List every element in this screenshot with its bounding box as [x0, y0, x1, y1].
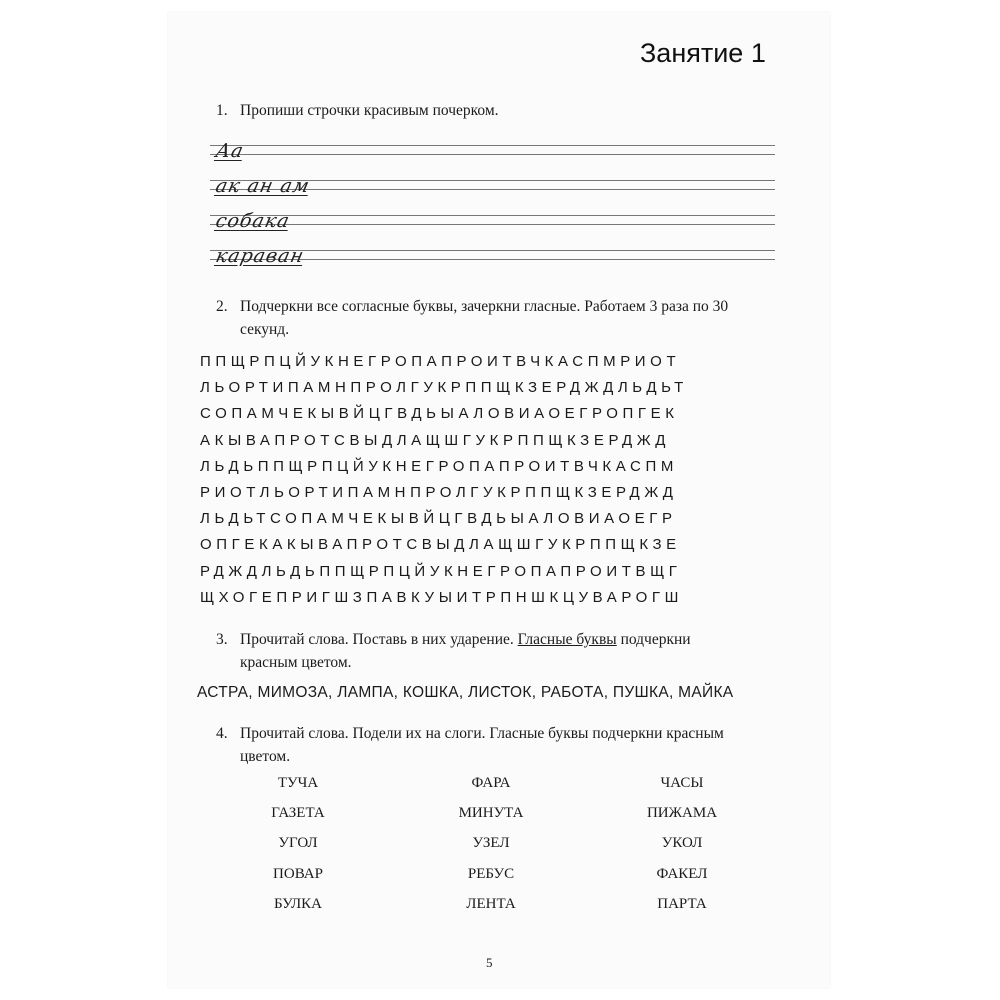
- letter-row: СОПАМЧЕКЫВЙЦГВДЬЫАЛОВИАОЕГРОПГЕК: [200, 405, 679, 423]
- word: ЛЕНТА: [466, 895, 516, 912]
- word: ПИЖАМА: [646, 805, 718, 822]
- word-column-1: [228, 768, 368, 919]
- letter-row: ОПГЕКАКЫВАПРОТСВЫДЛАЩШГУКРППЩКЗЕ: [200, 536, 681, 554]
- letter-row: РДЖДЛЬДЬППЩРПЦЙУКНЕГРОПАПРОИТВЩГ: [200, 562, 682, 580]
- page-number: 5: [486, 955, 493, 970]
- task-text: Прочитай слова. Подели их на слоги. Гласные буквы подчеркни красным: [240, 725, 724, 742]
- letter-row: ППЩРПЦЙУКНЕГРОПАПРОИТВЧКАСПМРИОТ: [200, 353, 681, 370]
- handwriting-sample: караван: [213, 245, 307, 267]
- word-column-3: [612, 768, 752, 919]
- task-number: 2.: [216, 298, 228, 315]
- letter-row: ЩХОГЕПРИГШЗПАВКУЫИТРПНШКЦУВАРОГШ: [200, 588, 683, 606]
- word: ЧАСЫ: [660, 775, 704, 791]
- word: ПОВАР: [273, 865, 323, 882]
- word: УГОЛ: [278, 835, 318, 852]
- task-text: подчеркни: [616, 631, 691, 648]
- word: ПАРТА: [657, 895, 707, 912]
- task-4-instruction: [216, 722, 806, 768]
- task-text-continued: секунд.: [240, 321, 290, 338]
- word-list: АСТРА, МИМОЗА, ЛАМПА, КОШКА, ЛИСТОК, РАБОТА, ПУШКА, МАЙКА: [197, 684, 734, 701]
- letter-grid: [200, 349, 800, 611]
- word: БУЛКА: [273, 895, 323, 912]
- letter-row: АКЫВАПРОТСВЫДЛАЩШГУКРППЩКЗЕРДЖД: [200, 431, 671, 449]
- writing-line: [210, 145, 775, 157]
- word: ТУЧА: [277, 775, 319, 791]
- task-text: Подчеркни все согласные буквы, зачеркни гласные. Работаем 3 раза по 30: [240, 298, 729, 315]
- letter-row: ЛЬДЬППЩРПЦЙУКНЕГРОПАПРОИТВЧКАСПМ: [200, 457, 678, 475]
- handwriting-sample: ак ан ам: [213, 175, 313, 197]
- word: РЕБУС: [467, 865, 515, 882]
- task-text-underlined: Гласные буквы: [517, 631, 617, 648]
- task-1-instruction: [216, 99, 806, 122]
- word: ГАЗЕТА: [271, 805, 325, 822]
- word: ФАКЕЛ: [656, 865, 708, 882]
- word-column-2: [421, 768, 561, 919]
- task-text-continued: цветом.: [240, 748, 291, 765]
- task-text: Пропиши строчки красивым почерком.: [240, 102, 499, 119]
- word: ФАРА: [471, 775, 511, 791]
- handwriting-sample: Аа: [213, 140, 247, 162]
- word: УКОЛ: [661, 835, 703, 852]
- task-text: Прочитай слова. Поставь в них ударение.: [240, 631, 518, 648]
- page-title: Занятие 1: [640, 38, 766, 68]
- writing-line: [210, 215, 775, 227]
- task-number: 4.: [216, 725, 228, 742]
- task-number: 1.: [216, 102, 228, 119]
- task-2-instruction: [216, 295, 806, 341]
- task-3-instruction: [216, 628, 806, 674]
- handwriting-sample: собака: [213, 210, 293, 232]
- word: УЗЕЛ: [472, 835, 510, 852]
- letter-row: РИОТЛЬОРТИПАМНПРОЛГУКРППЩКЗЕРДЖД: [200, 483, 678, 501]
- letter-row: ЛЬОРТИПАМНПРОЛГУКРППЩКЗЕРДЖДЛЬДЬТ: [200, 379, 688, 397]
- task-text-continued: красным цветом.: [240, 654, 352, 671]
- letter-row: ЛЬДЬТСОПАМЧЕКЫВЙЦГВДЬЫАЛОВИАОЕГР: [200, 510, 677, 528]
- word: МИНУТА: [458, 805, 524, 822]
- task-number: 3.: [216, 631, 228, 648]
- handwriting-lines: [210, 137, 775, 272]
